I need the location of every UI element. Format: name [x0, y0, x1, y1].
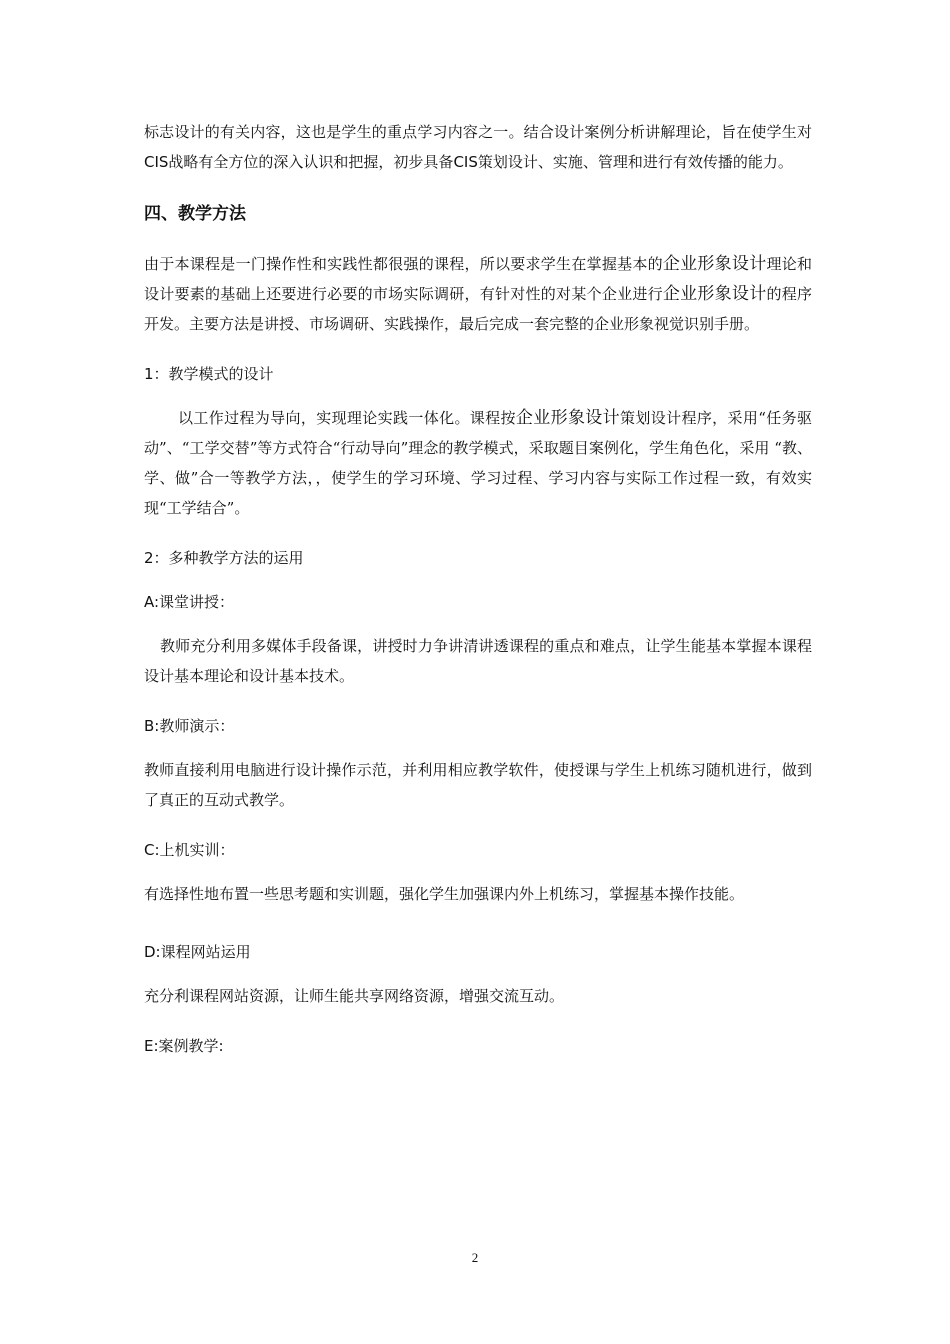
- mode-text-b: 策划设计程序，采用“任务驱动”、“工学交替”等方式符合“行动导向”理念的教学模式，采取题目案例化，学生角色化，采用 “教、学、做”合一等教学方法，，使学生的学习环境、学习过程、学习内容与实际工作过程一致，有效实现“工学结合”。: [144, 409, 812, 517]
- enterprise-image-term: 企业形象设计: [515, 408, 621, 428]
- enterprise-image-term: 企业形象设计: [662, 254, 767, 274]
- method-paragraph: [144, 249, 812, 339]
- section-heading: 四、教学方法: [144, 204, 246, 224]
- method-e-title: E:案例教学:: [144, 1037, 224, 1055]
- method-c-body: 有选择性地布置一些思考题和实训题，强化学生加强课内外上机练习，掌握基本操作技能。: [144, 885, 745, 903]
- method-text-b: 理论和设计要素的基础上还要进行必要的市场实际调研，有针对性的对某个企业进行: [144, 255, 812, 303]
- subsection-title: 1：教学模式的设计: [144, 365, 274, 383]
- enterprise-image-term: 企业形象设计: [662, 284, 767, 304]
- intro-text-b: 战略有全方位的深入认识和把握，初步具备: [168, 153, 454, 171]
- subsection-title: 2：多种教学方法的运用: [144, 549, 304, 567]
- method-b-body: 教师直接利用电脑进行设计操作示范，并利用相应教学软件，使授课与学生上机练习随机进行，做到了真正的互动式教学。: [144, 761, 812, 809]
- method-text-a: 由于本课程是一门操作性和实践性都很强的课程，所以要求学生在掌握基本的: [144, 255, 663, 273]
- page-content: [144, 117, 812, 1075]
- method-a-body: 教师充分利用多媒体手段备课，讲授时力争讲清讲透课程的重点和难点，让学生能基本掌握本课程设计基本理论和设计基本技术。: [144, 637, 812, 685]
- cis-term: CIS: [144, 153, 169, 171]
- method-b-title: B:教师演示：: [144, 717, 235, 735]
- intro-paragraph: [144, 117, 812, 177]
- method-a-title: A:课堂讲授：: [144, 593, 235, 611]
- method-d-title: D:课程网站运用: [144, 943, 251, 961]
- method-text-c: 的程序开发。主要方法是讲授、市场调研、实践操作，最后完成一套完整的企业形象视觉识别手册。: [144, 285, 812, 333]
- cis-term: CIS: [453, 153, 478, 171]
- intro-text-a: 标志设计的有关内容，这也是学生的重点学习内容之一。结合设计案例分析讲解理论，旨在使学生对: [144, 123, 812, 141]
- mode-text-a: 以工作过程为导向，实现理论实践一体化。课程按: [178, 409, 516, 427]
- intro-text-c: 策划设计、实施、管理和进行有效传播的能力。: [477, 153, 793, 171]
- method-d-body: 充分利课程网站资源，让师生能共享网络资源，增强交流互动。: [144, 987, 565, 1005]
- page-number: 2: [471, 1250, 479, 1265]
- teaching-mode-paragraph: [144, 403, 812, 523]
- method-c-title: C:上机实训：: [144, 841, 235, 859]
